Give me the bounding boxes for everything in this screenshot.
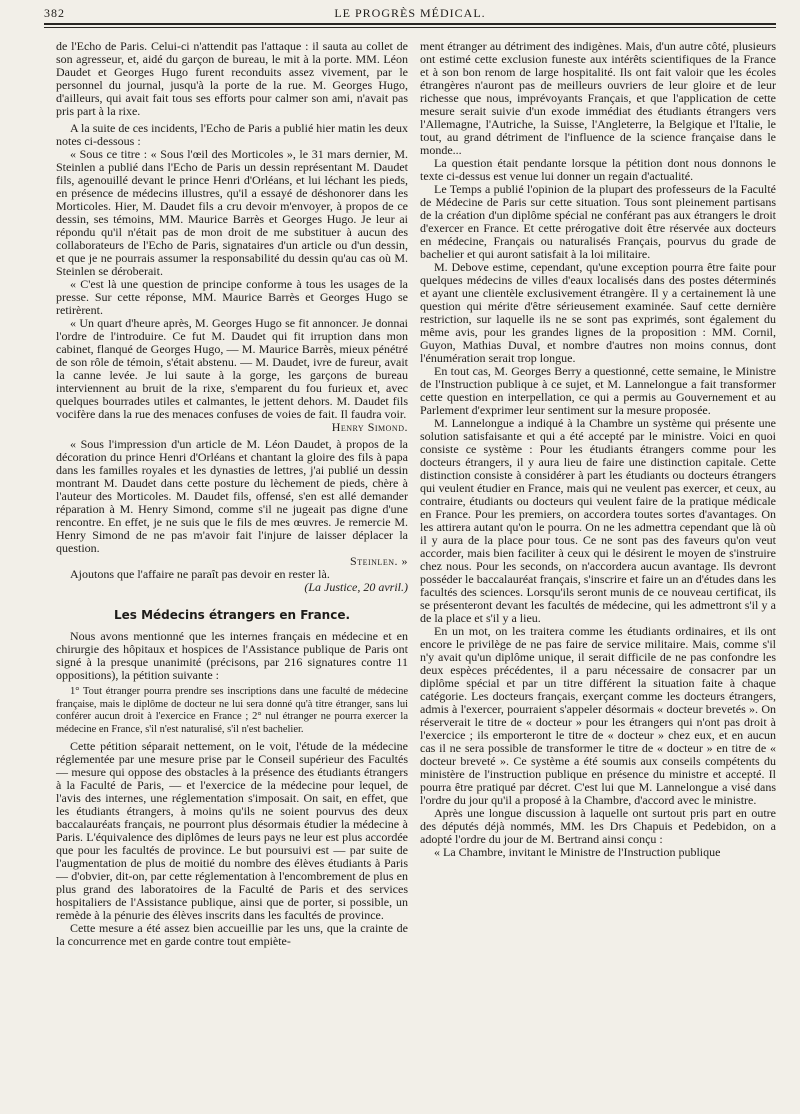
paragraph: M. Lannelongue a indiqué à la Chambre un système qui présente une solution satisfaisante et qui a été accepté par le ministre. Voici en quoi consiste ce système : Pour les étudiants étrangers comme pour les docteurs étrangers, il y aura lieu de faire une distinction capitale. Cette distinction consiste à considérer à part les étudiants ou docteurs étrangers qui veulent étudier en France, mais qui ne veulent pas exercer, et ceux, au contraire, étudiants ou docteurs qui veulent faire de la pratique médicale en France. Pour les premiers, on accordera toutes sortes d'avantages. On les attirera autant qu'on le pourra. On ne les admettra cependant que là où il y aura de la place pour tous. Ce ne sont pas des faveurs qu'on veut accorder, mais bien faciliter à ceux qui le désirent le moyen de s'instruire chez nous. Pour les seconds, on n'accordera aucun avantage. Ils devront posséder le baccalauréat français, s'inscrire et faire un an d'études dans les facultés des sciences. Lorsqu'ils seront munis de ce nouveau certificat, ils se présenteront devant les facultés de médecine, qui les admettront s'il y a de la place et s'il y a lieu. [420, 416, 776, 625]
journal-title: LE PROGRÈS MÉDICAL. [334, 6, 486, 20]
page-number: 382 [44, 6, 65, 20]
paragraph: ment étranger au détriment des indigènes. Mais, d'un autre côté, plusieurs ont estimé cette exclusion funeste aux intérêts scientifiques de la France et à son bon renom de large hospitalité. Ils ont fait valoir que les écoles étrangères n'auront pas de meilleurs ouvriers de leur gloire et de leur richesse que nous, imprévoyants Français, et que l'application de cette mesure serait suivie d'un exode immédiat des étudiants étrangers vers l'Allemagne, l'Autriche, la Suisse, l'Angleterre, la Belgique et l'Italie, le tout, au grand détriment de l'influence de la science française dans le monde... [420, 39, 776, 157]
petition-text: 1° Tout étranger pourra prendre ses inscriptions dans une faculté de médecine française, mais le diplôme de docteur ne lui sera donné qu'à titre étranger, sans lui conférer aucun droit à l'exercice en France ; 2° nul étranger ne pourra exercer la médecine en France, s'il n'est naturalisé, s'il n'est bachelier. [56, 686, 408, 735]
page-header [44, 6, 776, 20]
paragraph: M. Debove estime, cependant, qu'une exception pourra être faite pour quelques médecins de villes d'eaux localisés dans des postes déterminés et ayant une clientèle exclusivement étrangère. Il y a certainement là une question qui mérite d'être sérieusement examinée. Sauf cette dernière restriction, sur laquelle ils ne se sont pas exprimés, sont également du même avis, pour les grandes lignes de la proposition : MM. Cornil, Guyon, Mathias Duval, et nombre d'autres non moins connus, dont l'énumération serait trop longue. [420, 260, 776, 365]
left-column [56, 40, 408, 948]
paragraph: En un mot, on les traitera comme les étudiants ordinaires, et ils ont encore le privilège de ne pas faire de service militaire. Mais, comme s'il n'y avait qu'un diplôme unique, il serait difficile de ne pas confondre les deux espèces précédentes, il a paru nécessaire de consacrer par un diplôme spécial et par un titre différent la situation faite à chaque catégorie. Les docteurs français, exerçant comme les docteurs étrangers, admis à l'exercer, pourraient s'appeler désormais « docteur brevetés ». On réserverait le titre de « docteur » pour les étrangers qui n'ont pas droit à l'exercice ; ils emporteront le titre de « docteur » chez eux, et en aucun cas il ne sera possible de transformer le titre de « docteur » en titre de « docteur breveté ». Ce système a été soumis aux conseils compétents du ministère de l'instruction publique en présence du ministre et accepté. Il pourra être pratiqué par décret. C'est lui que M. Lannelongue a visé dans l'ordre du jour qu'il a proposé à la Chambre, d'accord avec le ministre. [420, 624, 776, 807]
paragraph: « Sous ce titre : « Sous l'œil des Morticoles », le 31 mars dernier, M. Steinlen a publié dans l'Echo de Paris un dessin représentant M. Daudet fils, agenouillé devant le prince Henri d'Orléans, et lui léchant les pieds, en présence de médecins illustres, qu'il a essayé de déshonorer dans les Morticoles. Hier, M. Daudet fils a cru devoir m'envoyer, à propos de ce dessin, ses témoins, MM. Maurice Barrès et Georges Hugo. Je leur ai répondu qu'il n'était pas de mon droit de me substituer à aucun des collaborateurs de l'Echo de Paris, signataires d'un article ou d'un dessin, et que je ne pourrais assumer la responsabilité du dessin qu'au cas où M. Steinlen se déroberait. [56, 147, 408, 278]
header-rule-thick [44, 23, 776, 25]
section-title: Les Médecins étrangers en France. [113, 608, 351, 622]
signature-steinlen: Steinlen. » [350, 554, 408, 568]
paragraph: A la suite de ces incidents, l'Echo de Paris a publié hier matin les deux notes ci-dessous : [56, 121, 408, 148]
paragraph: « C'est là une question de principe conforme à tous les usages de la presse. Sur cette réponse, MM. Maurice Barrès et Georges Hugo se retirèrent. [56, 277, 408, 317]
paragraph: « Un quart d'heure après, M. Georges Hugo se fit annoncer. Je donnai l'ordre de l'introduire. Ce fut M. Daudet qui fit irruption dans mon cabinet, flanqué de Georges Hugo, — M. Maurice Barrès, mieux pénétré de son rôle de témoin, s'était abstenu. — M. Daudet, ivre de fureur, avait la canne levée. Je lui saute à la gorge, les garçons de bureau interviennent au bruit de la rixe, s'emparent du fou furieux et, avec quelques bourrades utiles et calmantes, le jettent dehors. M. Daudet fils vocifère dans la rue des menaces confuses de voies de fait. Il faudra voir. [56, 316, 408, 421]
paragraph: Nous avons mentionné que les internes français en médecine et en chirurgie des hôpitaux et hospices de l'Assistance publique de Paris ont signé à la presque unanimité (précisons, par 216 signatures contre 11 oppositions), la pétition suivante : [56, 629, 408, 682]
paragraph: En tout cas, M. Georges Berry a questionné, cette semaine, le Ministre de l'Instruction publique à ce sujet, et M. Lannelongue a fait transformer cette question en interpellation, ce qui a permis au Gouvernement et au Parlement d'exprimer leur sentiment sur la mesure proposée. [420, 364, 776, 417]
paragraph: La question était pendante lorsque la pétition dont nous donnons le texte ci-dessus est venue lui donner un regain d'actualité. [420, 156, 776, 183]
right-column [420, 40, 776, 859]
paragraph: « La Chambre, invitant le Ministre de l'Instruction publique [434, 845, 721, 859]
signature-simond: Henry Simond. [331, 420, 408, 434]
paragraph: Cette pétition séparait nettement, on le voit, l'étude de la médecine réglementée par une mesure prise par le Conseil supérieur des Facultés — mesure qui oppose des obstacles à la présence des étudiants étrangers à la Faculté de Paris, — et l'exercice de la médecine pour lequel, de l'avis des internes, une réglementation s'imposait. On sait, en effet, que les étudiants étrangers, à moins qu'ils ne soient pourvus des deux baccalauréats français, ne pourront plus désormais étudier la médecine à Paris. L'équivalence des diplômes de leurs pays ne leur est plus accordée que pour les facultés de province. Le but poursuivi est — par suite de l'augmentation de plus de moitié du nombre des élèves étudiants à Paris — d'obvier, dit-on, par cette réglementation à l'encombrement de plus en plus grand des laboratoires de la Faculté de Paris et des services hospitaliers de l'Assistance publique, ainsi que de porter, si possible, un remède à la pénurie des élèves inscrits dans les facultés de province. [56, 739, 408, 922]
paragraph: « Sous l'impression d'un article de M. Léon Daudet, à propos de la décoration du prince Henri d'Orléans et chantant la gloire des fils à papa dans les familles royales et les dynasties de lettres, j'ai publié un dessin montrant M. Daudet dans cette posture du lèchement de pieds, chère à l'auteur des Morticoles. M. Daudet fils, offensé, s'en est allé demander réparation à M. Henry Simond, comme s'il ne jugeait pas digne d'une rencontre. En effet, je ne suis que le fils de mes œuvres. Je remercie M. Henry Simond de ne pas m'avoir fait l'injure de laisser déplacer la question. [56, 437, 408, 555]
source-citation: (La Justice, 20 avril.) [304, 580, 408, 594]
paragraph: Ajoutons que l'affaire ne paraît pas devoir en rester là. [70, 567, 330, 581]
paragraph: de l'Echo de Paris. Celui-ci n'attendit pas l'attaque : il sauta au collet de son agresseur, et, aidé du garçon de bureau, le mit à la porte. MM. Léon Daudet et Georges Hugo furent reconduits assez vivement, par le personnel du journal, jusqu'à la porte de la rue. M. Georges Hugo, d'ailleurs, qui avait fait tous ses efforts pour calmer son ami, n'avait pas pris part à la rixe. [56, 39, 408, 118]
paragraph: Après une longue discussion à laquelle ont surtout pris part en outre des députés déjà nommés, MM. les Drs Chapuis et Pedebidon, on a adopté l'ordre du jour de M. Bertrand ainsi conçu : [420, 806, 776, 846]
header-rule-thin [44, 27, 776, 28]
paragraph: Cette mesure a été assez bien accueillie par les uns, que la crainte de la concurrence met en garde contre tout empiète- [56, 921, 408, 948]
paragraph: Le Temps a publié l'opinion de la plupart des professeurs de la Faculté de Médecine de Paris sur cette situation. Tous sont pleinement partisans de la création d'un diplôme spécial ne conférant pas aux étrangers le droit d'exercer en France. Et cette prérogative doit être réservée aux docteurs en médecine, Français ou naturalisés Français, pourvus du grade de bachelier et qui auront satisfait à la loi militaire. [420, 182, 776, 261]
